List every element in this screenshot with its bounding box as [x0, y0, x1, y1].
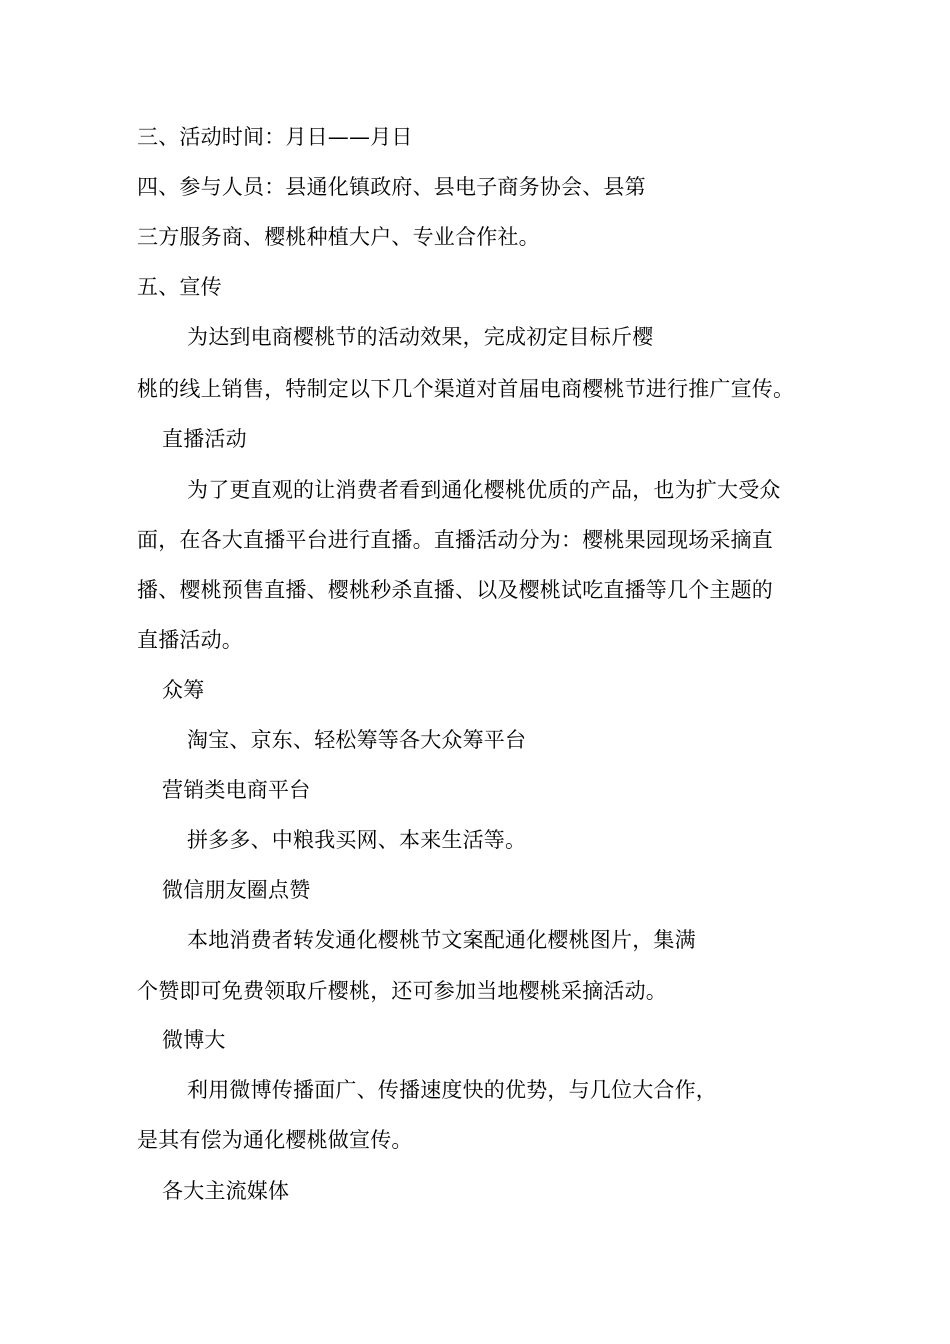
- subheading-live-stream: 直播活动: [162, 427, 247, 451]
- subheading-crowdfunding: 众筹: [162, 678, 205, 702]
- paragraph-line: 桃的线上销售，特制定以下几个渠道对首届电商樱桃节进行推广宣传。: [137, 377, 795, 401]
- subheading-mainstream-media: 各大主流媒体: [162, 1179, 290, 1203]
- section-heading-participants: 四、参与人员：县通化镇政府、县电子商务协会、县第: [137, 175, 646, 199]
- paragraph-line: 直播活动。: [137, 628, 243, 652]
- paragraph-line: 面，在各大直播平台进行直播。直播活动分为：樱桃果园现场采摘直: [137, 528, 773, 552]
- paragraph-line: 为了更直观的让消费者看到通化樱桃优质的产品，也为扩大受众: [187, 478, 781, 502]
- paragraph-line: 是其有偿为通化樱桃做宣传。: [137, 1128, 413, 1152]
- subheading-weibo: 微博大: [162, 1028, 226, 1052]
- paragraph-line: 为达到电商樱桃节的活动效果，完成初定目标斤樱: [187, 325, 654, 349]
- section-heading-activity-time: 三、活动时间：月日——月日: [137, 125, 413, 149]
- paragraph-line: 利用微博传播面广、传播速度快的优势，与几位大合作，: [187, 1078, 717, 1102]
- subheading-ecommerce-platforms: 营销类电商平台: [162, 778, 311, 802]
- section-heading-promotion: 五、宣传: [137, 275, 222, 299]
- paragraph-line: 三方服务商、樱桃种植大户、专业合作社。: [137, 225, 540, 249]
- subheading-wechat-moments: 微信朋友圈点赞: [162, 878, 311, 902]
- paragraph-line: 本地消费者转发通化樱桃节文案配通化樱桃图片，集满: [187, 928, 696, 952]
- paragraph-line: 个赞即可免费领取斤樱桃，还可参加当地樱桃采摘活动。: [137, 979, 667, 1003]
- paragraph-line: 拼多多、中粮我买网、本来生活等。: [187, 828, 527, 852]
- paragraph-line: 播、樱桃预售直播、樱桃秒杀直播、以及樱桃试吃直播等几个主题的: [137, 578, 773, 602]
- paragraph-line: 淘宝、京东、轻松筹等各大众筹平台: [187, 728, 527, 752]
